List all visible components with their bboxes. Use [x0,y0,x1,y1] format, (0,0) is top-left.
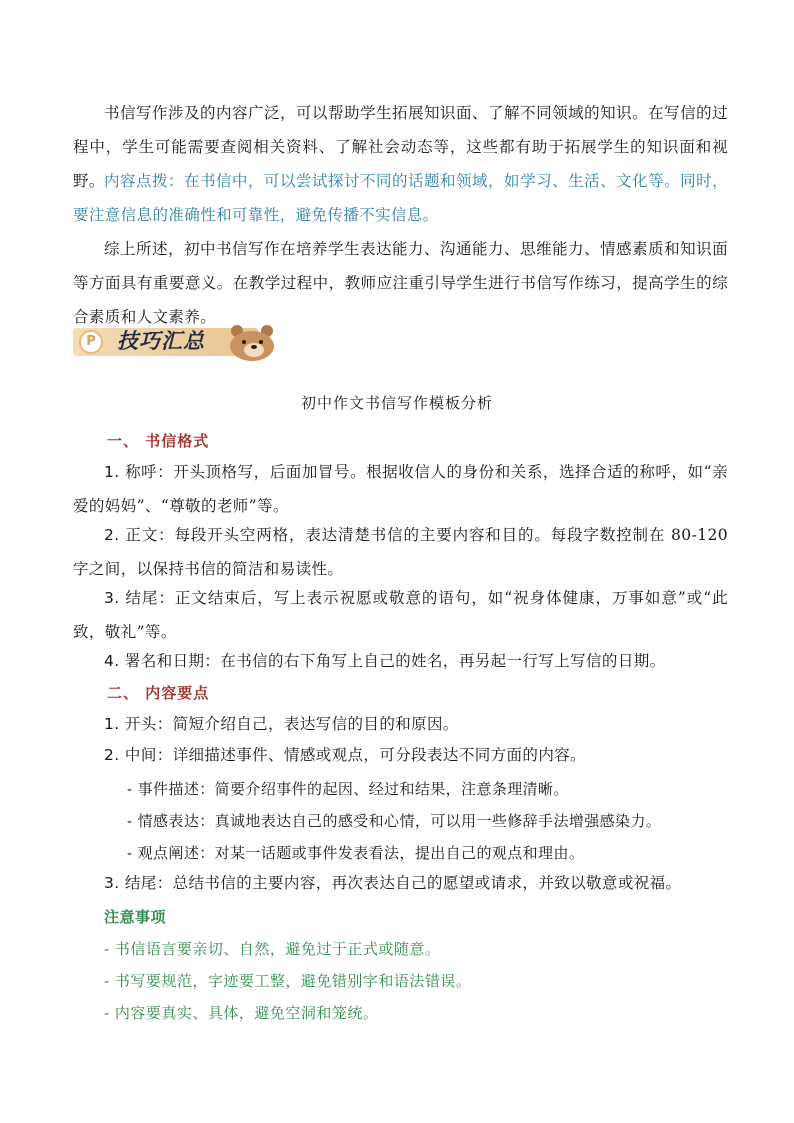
skills-summary-banner [73,322,283,360]
content-sub-emotion: - 情感表达：真诚地表达自己的感受和心情，可以用一些修辞手法增强感染力。 [127,812,662,830]
item-number: 1. [104,715,120,733]
item-text: 正文：每段开头空两格，表达清楚书信的主要内容和目的。每段字数控制在 80-120 字之间，以保持书信的简洁和易读性。 [73,526,728,578]
banner-title: 技巧汇总 [117,329,205,353]
item-number: 3. [104,589,120,607]
note-item-1: - 书信语言要亲切、自然，避免过于正式或随意。 [104,940,441,958]
paragraph-knowledge: 书信写作涉及的内容广泛，可以帮助学生拓展知识面、了解不同领域的知识。在写信的过程中，学生可能需要查阅相关资料、了解社会动态等，这些都有助于拓展学生的知识面和视野。 [73,104,728,190]
item-number: 4. [104,652,120,670]
content-sub-opinion: - 观点阐述：对某一话题或事件发表看法，提出自己的观点和理由。 [127,844,585,862]
item-text: 称呼：开头顶格写，后面加冒号。根据收信人的身份和关系，选择合适的称呼，如“亲爱的妈妈”、“尊敬的老师”等。 [73,463,728,515]
item-text: 署名和日期：在书信的右下角写上自己的姓名，再另起一行写上写信的日期。 [119,652,666,670]
content-item-1 [73,707,728,741]
item-text: 结尾：正文结束后，写上表示祝愿或敬意的语句，如“祝身体健康，万事如意”或“此致，敬礼”等。 [73,589,728,641]
document-title: 初中作文书信写作模板分析 [300,394,493,412]
format-item-2 [73,518,728,586]
content-item-2 [73,738,728,772]
item-number: 2. [104,746,120,764]
item-text: 中间：详细描述事件、情感或观点，可分段表达不同方面的内容。 [119,746,587,764]
note-item-3: - 内容要真实、具体，避免空洞和笼统。 [104,1004,379,1022]
item-number: 2. [104,526,120,544]
item-text: 结尾：总结书信的主要内容，再次表达自己的愿望或请求，并致以敬意或祝福。 [119,874,682,892]
format-item-4 [73,644,728,678]
item-text: 开头：简短介绍自己，表达写信的目的和原因。 [119,715,459,733]
content-item-3 [73,866,728,900]
bear-mascot-icon [223,322,283,362]
paragraph-summary: 综上所述，初中书信写作在培养学生表达能力、沟通能力、思维能力、情感素质和知识面等方面具有重要意义。在教学过程中，教师应注重引导学生进行书信写作练习，提高学生的综合素质和人文素养。 [73,240,728,326]
item-number: 3. [104,874,120,892]
format-item-3 [73,581,728,649]
content-sub-event: - 事件描述：简要介绍事件的起因、经过和结果，注意条理清晰。 [127,780,569,798]
item-number: 1. [104,463,120,481]
notes-heading: 注意事项 [104,908,167,926]
note-item-2: - 书写要规范，字迹要工整，避免错别字和语法错误。 [104,972,472,990]
paragraph-content-tip: 内容点拨：在书信中，可以尝试探讨不同的话题和领域，如学习、生活、文化等。同时，要注意信息的准确性和可靠性，避免传播不实信息。 [73,172,728,224]
format-item-1 [73,455,728,523]
section-heading-format: 一、 书信格式 [107,432,210,450]
section-heading-content: 二、 内容要点 [107,684,210,702]
p-badge-icon: P [79,330,103,354]
